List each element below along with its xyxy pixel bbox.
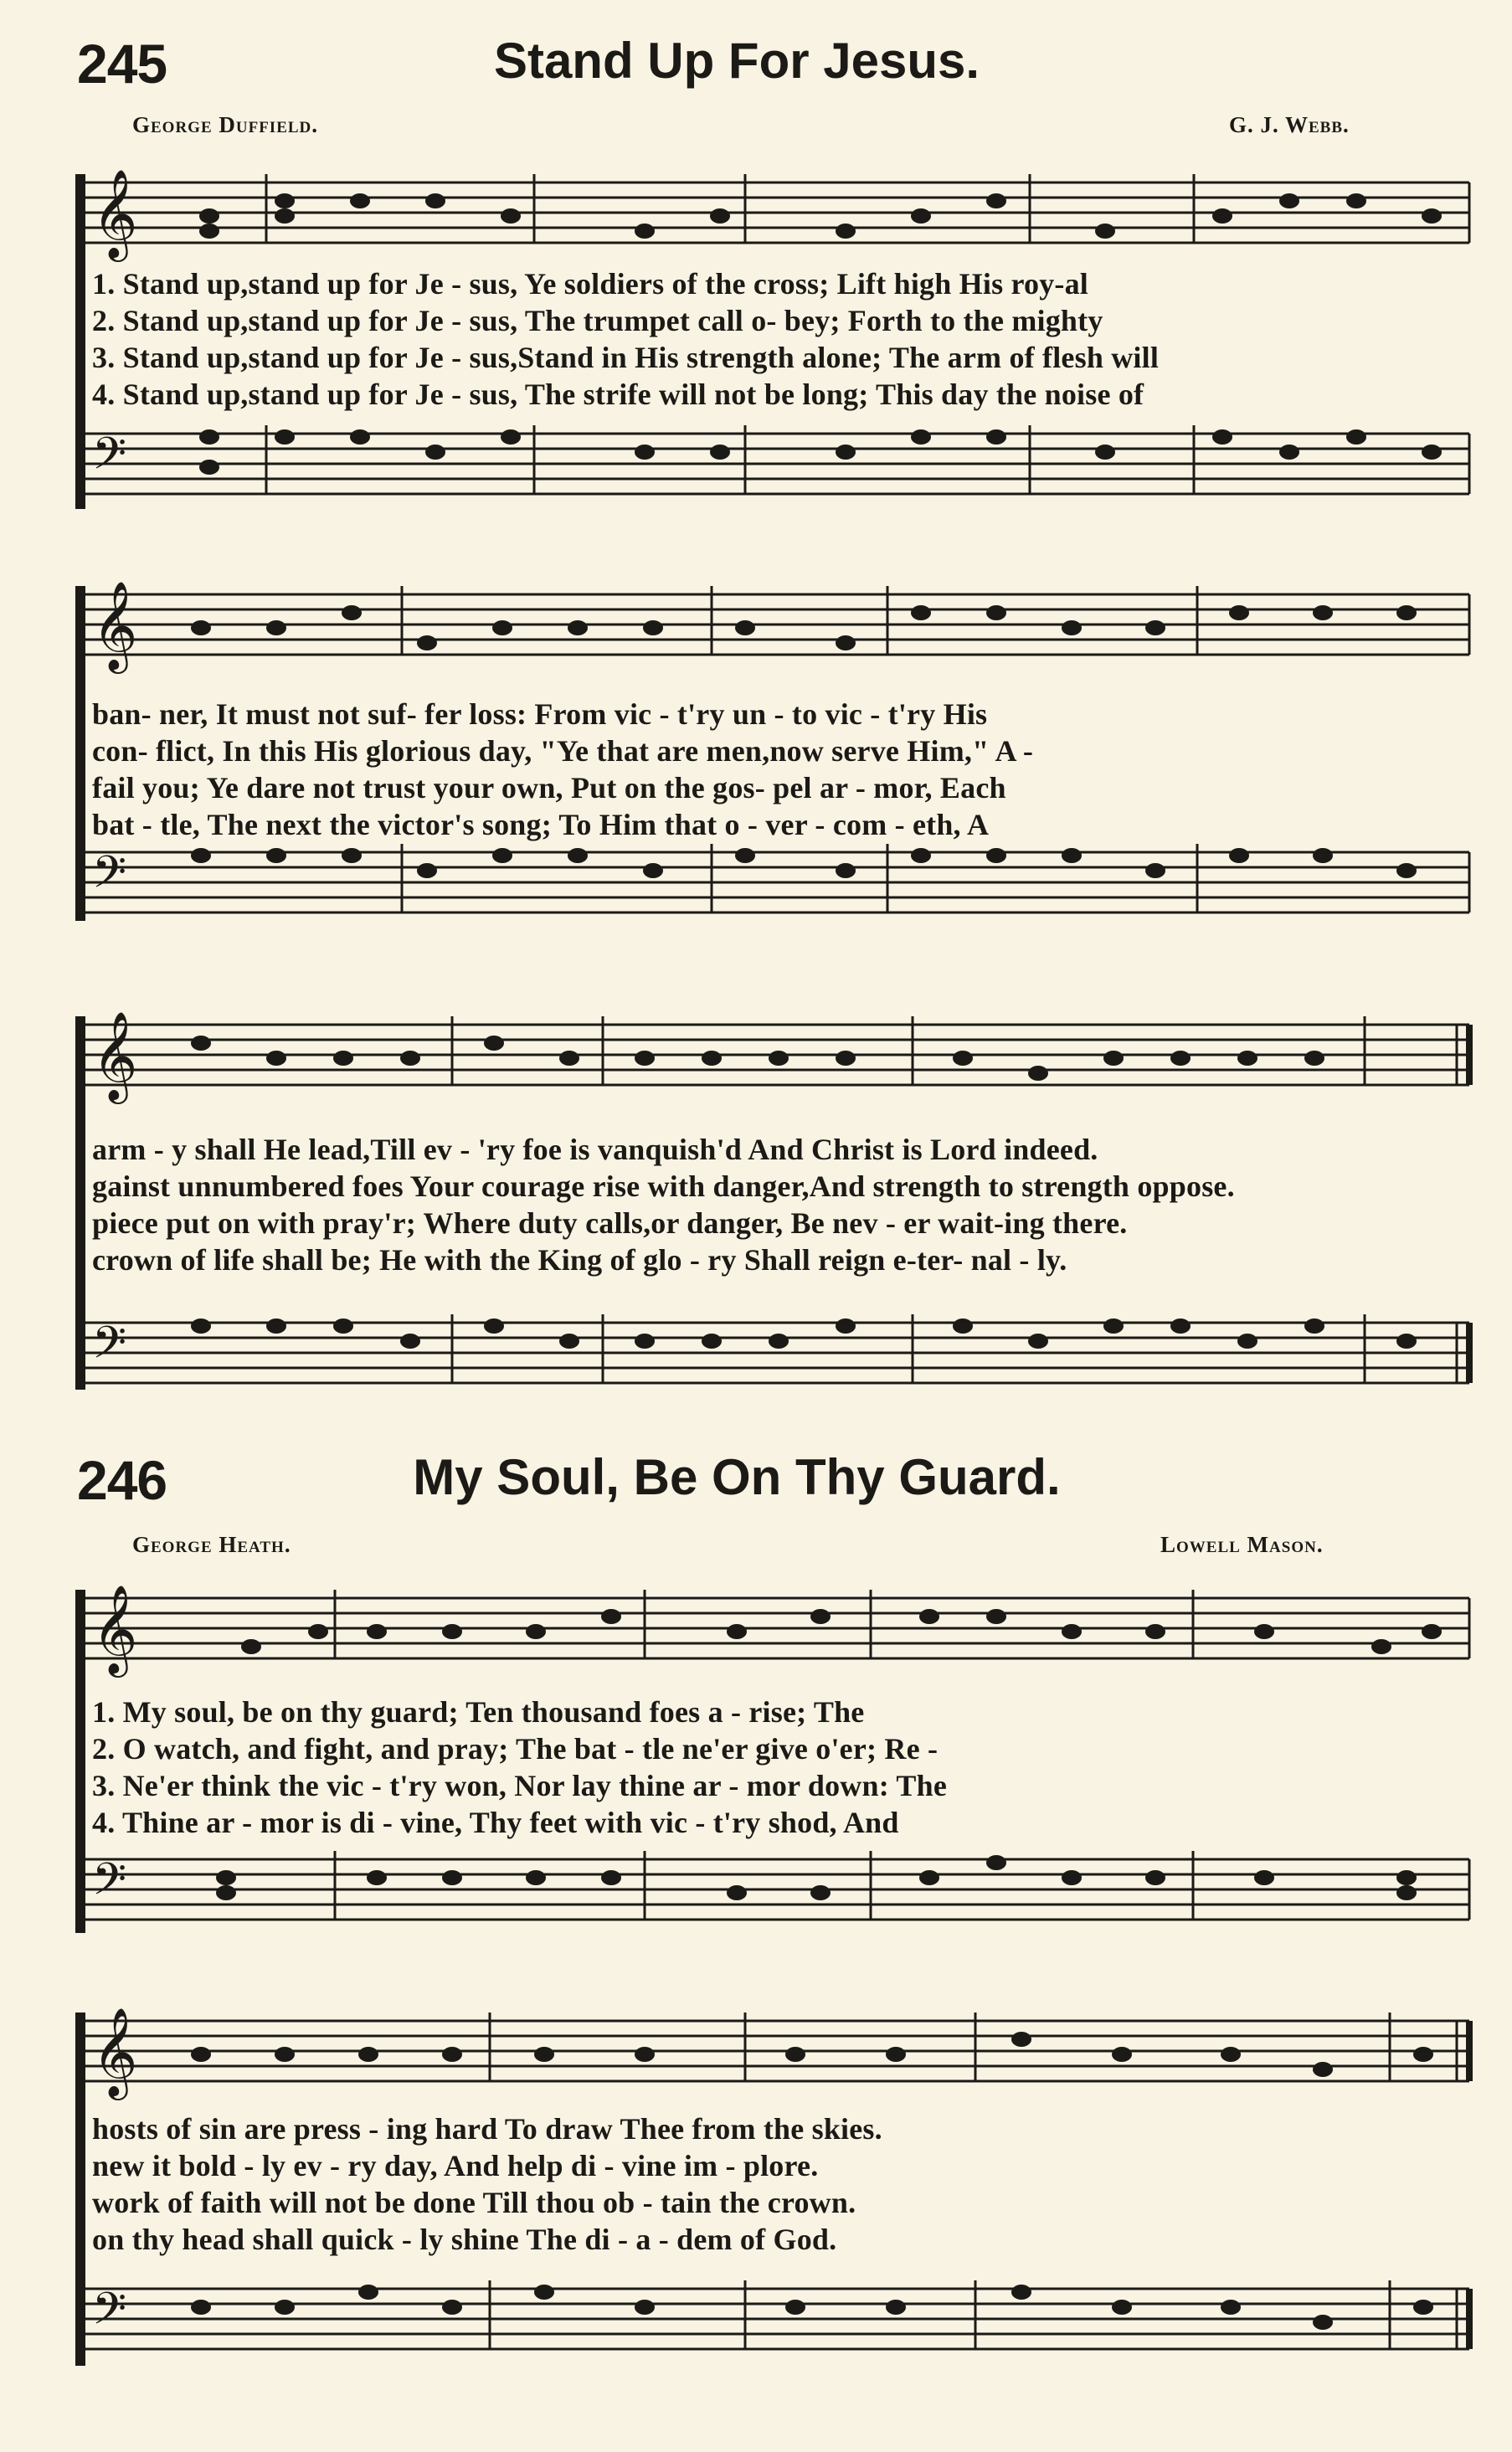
treble-staff <box>75 2007 1469 2105</box>
svg-text:𝄞: 𝄞 <box>92 168 138 258</box>
lyric-line: 2. Stand up,stand up for Je - sus, The trumpet call o- bey; Forth to the mighty <box>92 304 1103 337</box>
svg-text:𝄞: 𝄞 <box>92 2007 138 2096</box>
svg-text:𝄞: 𝄞 <box>92 1584 138 1673</box>
treble-staff <box>75 168 1469 266</box>
lyric-line: 3. Stand up,stand up for Je - sus,Stand in His strength alone; The arm of flesh will <box>92 341 1160 374</box>
lyric-line: 3. Ne'er think the vic - t'ry won, Nor lay thine ar - mor down: The <box>92 1769 948 1802</box>
treble-staff <box>75 580 1469 678</box>
lyric-line: piece put on with pray'r; Where duty calls,or danger, Be nev - er wait-ing there. <box>92 1206 1128 1240</box>
lyric-line: fail you; Ye dare not trust your own, Put on the gos- pel ar - mor, Each <box>92 771 1006 804</box>
lyric-line: new it bold - ly ev - ry day, And help di - vine im - plore. <box>92 2149 819 2182</box>
hymn-title: My Soul, Be On Thy Guard. <box>413 1449 1061 1505</box>
lyric-line: hosts of sin are press - ing hard To draw Thee from the skies. <box>92 2112 882 2146</box>
hymn-number: 245 <box>77 33 167 95</box>
bass-staff <box>75 425 1469 517</box>
bass-staff <box>75 2280 1469 2372</box>
bass-staff <box>75 844 1469 936</box>
svg-text:𝄢: 𝄢 <box>92 847 127 909</box>
lyric-line: bat - tle, The next the victor's song; To Him that o - ver - com - eth, A <box>92 808 990 841</box>
words-credit: George Heath. <box>132 1532 291 1557</box>
svg-text:𝄢: 𝄢 <box>92 1854 127 1916</box>
lyric-line: arm - y shall He lead,Till ev - 'ry foe is vanquish'd And Christ is Lord indeed. <box>92 1133 1098 1166</box>
lyric-line: con- flict, In this His glorious day, "Ye that are men,now serve Him," A - <box>92 734 1034 768</box>
hymn-number: 246 <box>77 1449 167 1511</box>
bass-staff <box>75 1314 1469 1406</box>
words-credit: George Duffield. <box>132 112 319 137</box>
lyric-line: 1. Stand up,stand up for Je - sus, Ye soldiers of the cross; Lift high His roy-al <box>92 267 1089 301</box>
treble-staff <box>75 1010 1469 1108</box>
lyric-line: 2. O watch, and fight, and pray; The bat - tle ne'er give o'er; Re - <box>92 1732 939 1766</box>
music-credit: Lowell Mason. <box>1160 1532 1324 1557</box>
lyric-line: 4. Thine ar - mor is di - vine, Thy feet with vic - t'ry shod, And <box>92 1806 899 1839</box>
lyric-line: work of faith will not be done Till thou ob - tain the crown. <box>92 2186 856 2219</box>
svg-text:𝄞: 𝄞 <box>92 1010 138 1100</box>
lyric-line: 4. Stand up,stand up for Je - sus, The strife will not be long; This day the noise of <box>92 378 1144 411</box>
lyric-line: crown of life shall be; He with the King of glo - ry Shall reign e-ter- nal - ly. <box>92 1243 1067 1277</box>
music-credit: G. J. Webb. <box>1229 112 1350 137</box>
svg-text:𝄞: 𝄞 <box>92 580 138 670</box>
svg-text:𝄢: 𝄢 <box>92 429 127 491</box>
lyric-line: gainst unnumbered foes Your courage rise with danger,And strength to strength oppose. <box>92 1169 1235 1203</box>
svg-text:𝄢: 𝄢 <box>92 2284 127 2346</box>
lyric-line: on thy head shall quick - ly shine The di - a - dem of God. <box>92 2223 837 2256</box>
music-system <box>75 159 1469 519</box>
lyric-line: ban- ner, It must not suf- fer loss: From vic - t'ry un - to vic - t'ry His <box>92 697 988 731</box>
treble-staff <box>75 1584 1469 1682</box>
bass-staff <box>75 1851 1469 1943</box>
svg-text:𝄢: 𝄢 <box>92 1318 127 1380</box>
lyric-line: 1. My soul, be on thy guard; Ten thousand foes a - rise; The <box>92 1695 865 1729</box>
hymn-title: Stand Up For Jesus. <box>493 33 980 89</box>
